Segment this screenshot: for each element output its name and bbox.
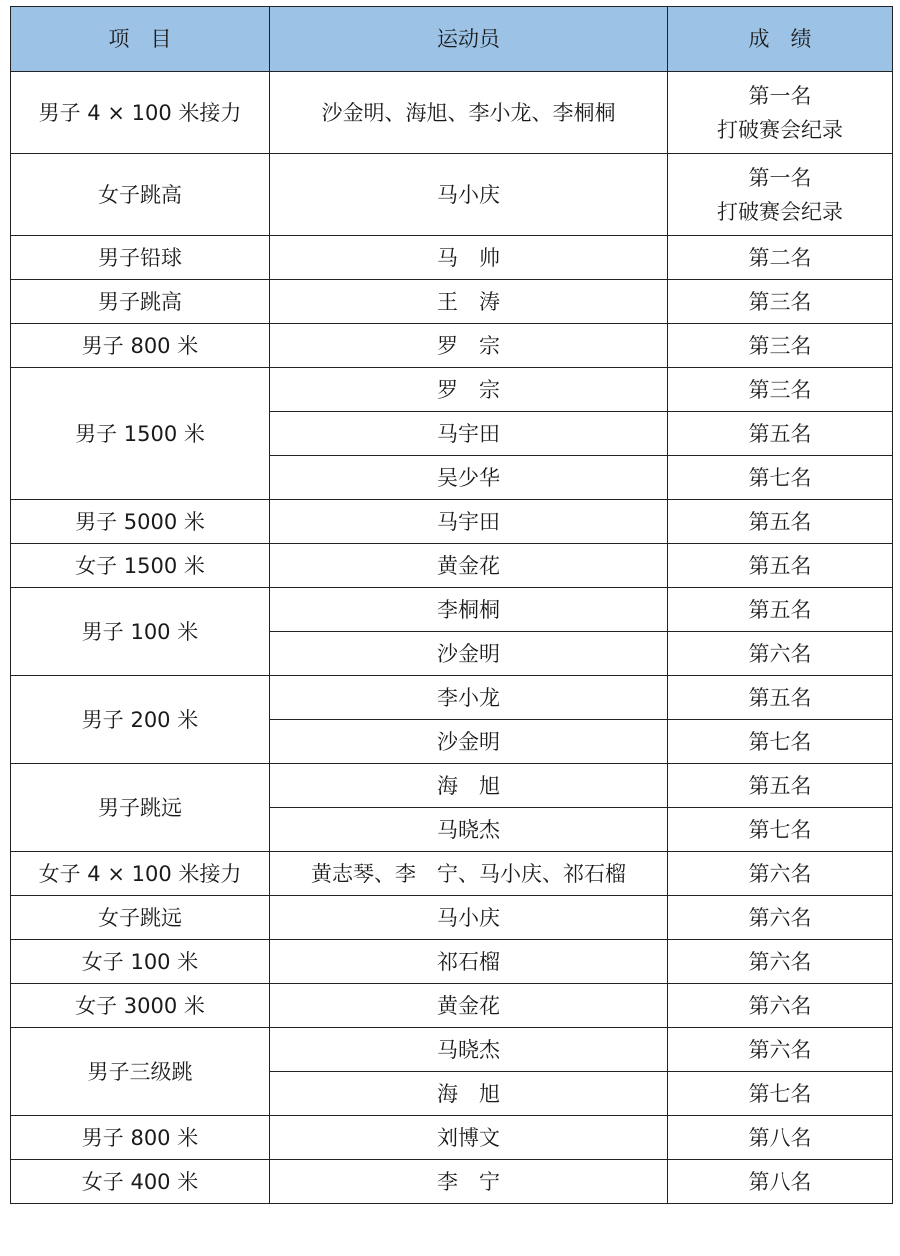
athlete-cell: 海 旭 (270, 764, 668, 808)
event-cell: 女子 1500 米 (11, 544, 270, 588)
result-cell (668, 236, 893, 280)
result-line: 第六名 (748, 993, 812, 1018)
result-line: 第一名 (748, 83, 812, 108)
result-cell: 第三名 (668, 368, 893, 412)
athlete-cell: 罗 宗 (270, 368, 668, 412)
table-row (11, 544, 893, 588)
table-row (11, 940, 893, 984)
table-row (11, 1116, 893, 1160)
result-line: 第一名 (748, 165, 812, 190)
athlete-cell: 海 旭 (270, 1072, 668, 1116)
athlete-cell: 马晓杰 (270, 1028, 668, 1072)
event-cell: 男子 100 米 (11, 588, 270, 676)
result-line: 第六名 (748, 861, 812, 886)
athlete-cell: 沙金明 (270, 720, 668, 764)
event-cell: 男子三级跳 (11, 1028, 270, 1116)
athlete-cell: 马晓杰 (270, 808, 668, 852)
athlete-cell: 马 帅 (270, 236, 668, 280)
table-row (11, 852, 893, 896)
event-cell: 男子 4 × 100 米接力 (11, 72, 270, 154)
result-cell (668, 852, 893, 896)
table-row (11, 280, 893, 324)
result-cell (668, 324, 893, 368)
event-cell: 男子 1500 米 (11, 368, 270, 500)
header-athlete: 运动员 (270, 7, 668, 72)
event-cell: 女子 400 米 (11, 1160, 270, 1204)
athlete-cell: 马小庆 (270, 896, 668, 940)
table-row (11, 236, 893, 280)
result-line: 第二名 (748, 245, 812, 270)
result-cell: 第六名 (668, 1028, 893, 1072)
athlete-cell: 祁石榴 (270, 940, 668, 984)
result-cell: 第五名 (668, 588, 893, 632)
table-row (11, 1028, 893, 1072)
result-line: 第五名 (748, 553, 812, 578)
result-cell (668, 280, 893, 324)
result-line: 第三名 (748, 333, 812, 358)
result-cell: 第七名 (668, 808, 893, 852)
table-row (11, 764, 893, 808)
event-cell: 女子 4 × 100 米接力 (11, 852, 270, 896)
event-cell: 男子跳远 (11, 764, 270, 852)
event-cell: 女子跳高 (11, 154, 270, 236)
result-cell (668, 154, 893, 236)
result-line: 打破赛会纪录 (717, 117, 843, 142)
results-table (10, 6, 893, 1204)
result-cell: 第七名 (668, 456, 893, 500)
table-row (11, 676, 893, 720)
event-cell: 男子 5000 米 (11, 500, 270, 544)
event-cell: 男子铅球 (11, 236, 270, 280)
table-row (11, 368, 893, 412)
result-cell: 第六名 (668, 632, 893, 676)
results-table-container (10, 6, 892, 1204)
athlete-cell: 黄金花 (270, 984, 668, 1028)
athlete-cell: 李小龙 (270, 676, 668, 720)
result-cell (668, 1160, 893, 1204)
table-row (11, 500, 893, 544)
table-row (11, 588, 893, 632)
result-cell (668, 500, 893, 544)
result-cell: 第五名 (668, 764, 893, 808)
table-row (11, 154, 893, 236)
result-line: 打破赛会纪录 (717, 199, 843, 224)
result-line: 第三名 (748, 289, 812, 314)
athlete-cell: 黄志琴、李 宁、马小庆、祁石榴 (270, 852, 668, 896)
event-cell: 女子跳远 (11, 896, 270, 940)
result-line: 第五名 (748, 509, 812, 534)
athlete-cell: 马宇田 (270, 500, 668, 544)
event-cell: 男子跳高 (11, 280, 270, 324)
result-cell (668, 984, 893, 1028)
athlete-cell: 黄金花 (270, 544, 668, 588)
athlete-cell: 刘博文 (270, 1116, 668, 1160)
result-cell: 第五名 (668, 412, 893, 456)
event-cell: 女子 3000 米 (11, 984, 270, 1028)
result-line: 第八名 (748, 1125, 812, 1150)
athlete-cell: 沙金明 (270, 632, 668, 676)
table-body (11, 72, 893, 1204)
athlete-cell: 马小庆 (270, 154, 668, 236)
result-line: 第六名 (748, 905, 812, 930)
event-cell: 女子 100 米 (11, 940, 270, 984)
result-cell (668, 896, 893, 940)
athlete-cell: 李桐桐 (270, 588, 668, 632)
table-row (11, 984, 893, 1028)
athlete-cell: 王 涛 (270, 280, 668, 324)
result-cell: 第七名 (668, 720, 893, 764)
result-cell (668, 72, 893, 154)
event-cell: 男子 800 米 (11, 1116, 270, 1160)
event-cell: 男子 200 米 (11, 676, 270, 764)
athlete-cell: 马宇田 (270, 412, 668, 456)
table-row (11, 72, 893, 154)
athlete-cell: 罗 宗 (270, 324, 668, 368)
result-line: 第六名 (748, 949, 812, 974)
athlete-cell: 沙金明、海旭、李小龙、李桐桐 (270, 72, 668, 154)
result-cell (668, 544, 893, 588)
result-cell: 第五名 (668, 676, 893, 720)
event-cell: 男子 800 米 (11, 324, 270, 368)
result-cell (668, 940, 893, 984)
header-event: 项 目 (11, 7, 270, 72)
header-result: 成 绩 (668, 7, 893, 72)
result-line: 第八名 (748, 1169, 812, 1194)
athlete-cell: 李 宁 (270, 1160, 668, 1204)
header-row (11, 7, 893, 72)
table-row (11, 1160, 893, 1204)
athlete-cell: 吴少华 (270, 456, 668, 500)
table-row (11, 896, 893, 940)
table-row (11, 324, 893, 368)
result-cell (668, 1116, 893, 1160)
result-cell: 第七名 (668, 1072, 893, 1116)
